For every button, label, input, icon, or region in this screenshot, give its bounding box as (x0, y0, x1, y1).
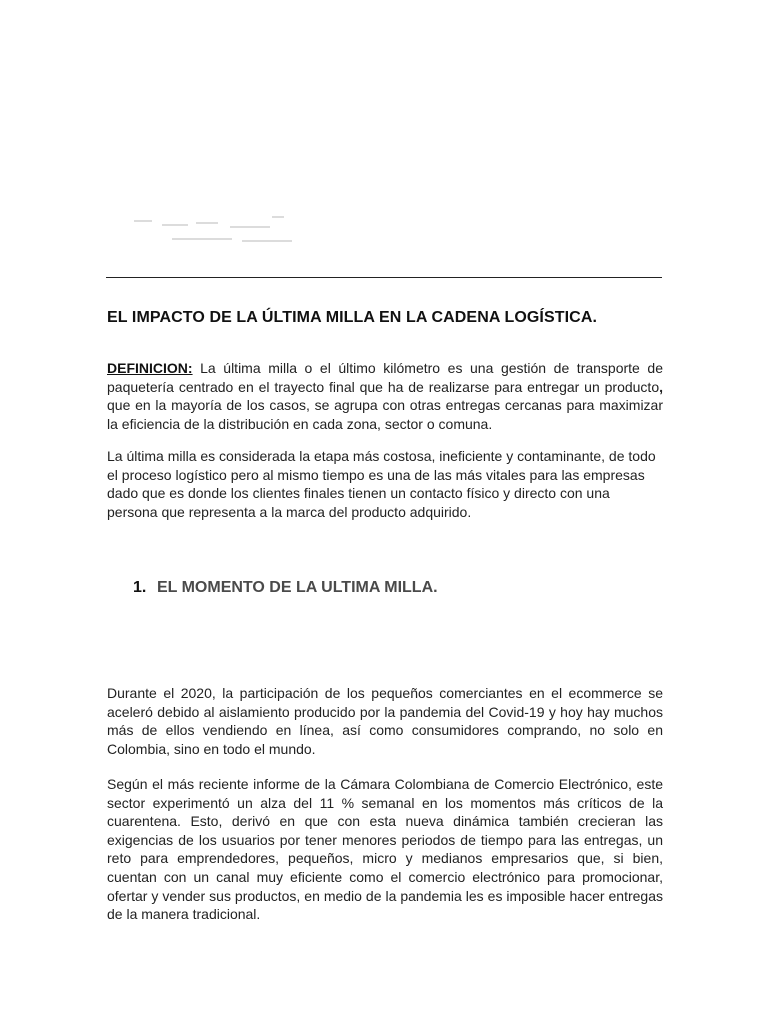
document-title: EL IMPACTO DE LA ÚLTIMA MILLA EN LA CADENA LOGÍSTICA. (107, 309, 598, 326)
paragraph-costs: La última milla es considerada la etapa más costosa, ineficiente y contaminante, de todo el proceso logístico pero al mismo tiempo es una de las más vitales para las empresas dado que es donde los clientes finales tienen un contacto físico y directo con una persona que representa a la marca del producto adquirido. (107, 448, 656, 520)
definition-comma: , (659, 378, 663, 395)
definition-text-part-2: que en la mayoría de los casos, se agrupa con otras entregas cercanas para maximizar la eficiencia de la distribución en cada zona, sector o comuna. (107, 397, 663, 432)
definition-paragraph (107, 359, 663, 433)
definition-text-part-1: La última milla o el último kilómetro es una gestión de transporte de paquetería centrado en el trayecto final que ha de realizarse para entregar un producto (107, 360, 663, 395)
definition-label: DEFINICION: (107, 360, 193, 376)
section-title: EL MOMENTO DE LA ULTIMA MILLA. (157, 579, 438, 596)
faint-header-mark (132, 212, 297, 252)
paragraph-2020: Durante el 2020, la participación de los pequeños comerciantes en el ecommerce se aceleró debido al aislamiento producido por la pandemia del Covid-19 y hoy hay muchos más de ellos vendiendo en línea, así como consumidores comprando, no solo en Colombia, sino en todo el mundo. (107, 685, 663, 757)
section-number: 1. (133, 579, 147, 596)
horizontal-rule (106, 277, 662, 278)
paragraph-report: Según el más reciente informe de la Cámara Colombiana de Comercio Electrónico, este sector experimentó un alza del 11 % semanal en los momentos más críticos de la cuarentena. Esto, derivó en que con esta nueva dinámica también crecieran las exigencias de los usuarios por tener menores periodos de tiempo para las entregas, un reto para emprendedores, pequeños, micro y medianos empresarios que, si bien, cuentan con un canal muy eficiente como el comercio electrónico para promocionar, ofertar y vender sus productos, en medio de la pandemia les es imposible hacer entregas de la manera tradicional. (107, 776, 663, 923)
section-heading (133, 579, 438, 597)
